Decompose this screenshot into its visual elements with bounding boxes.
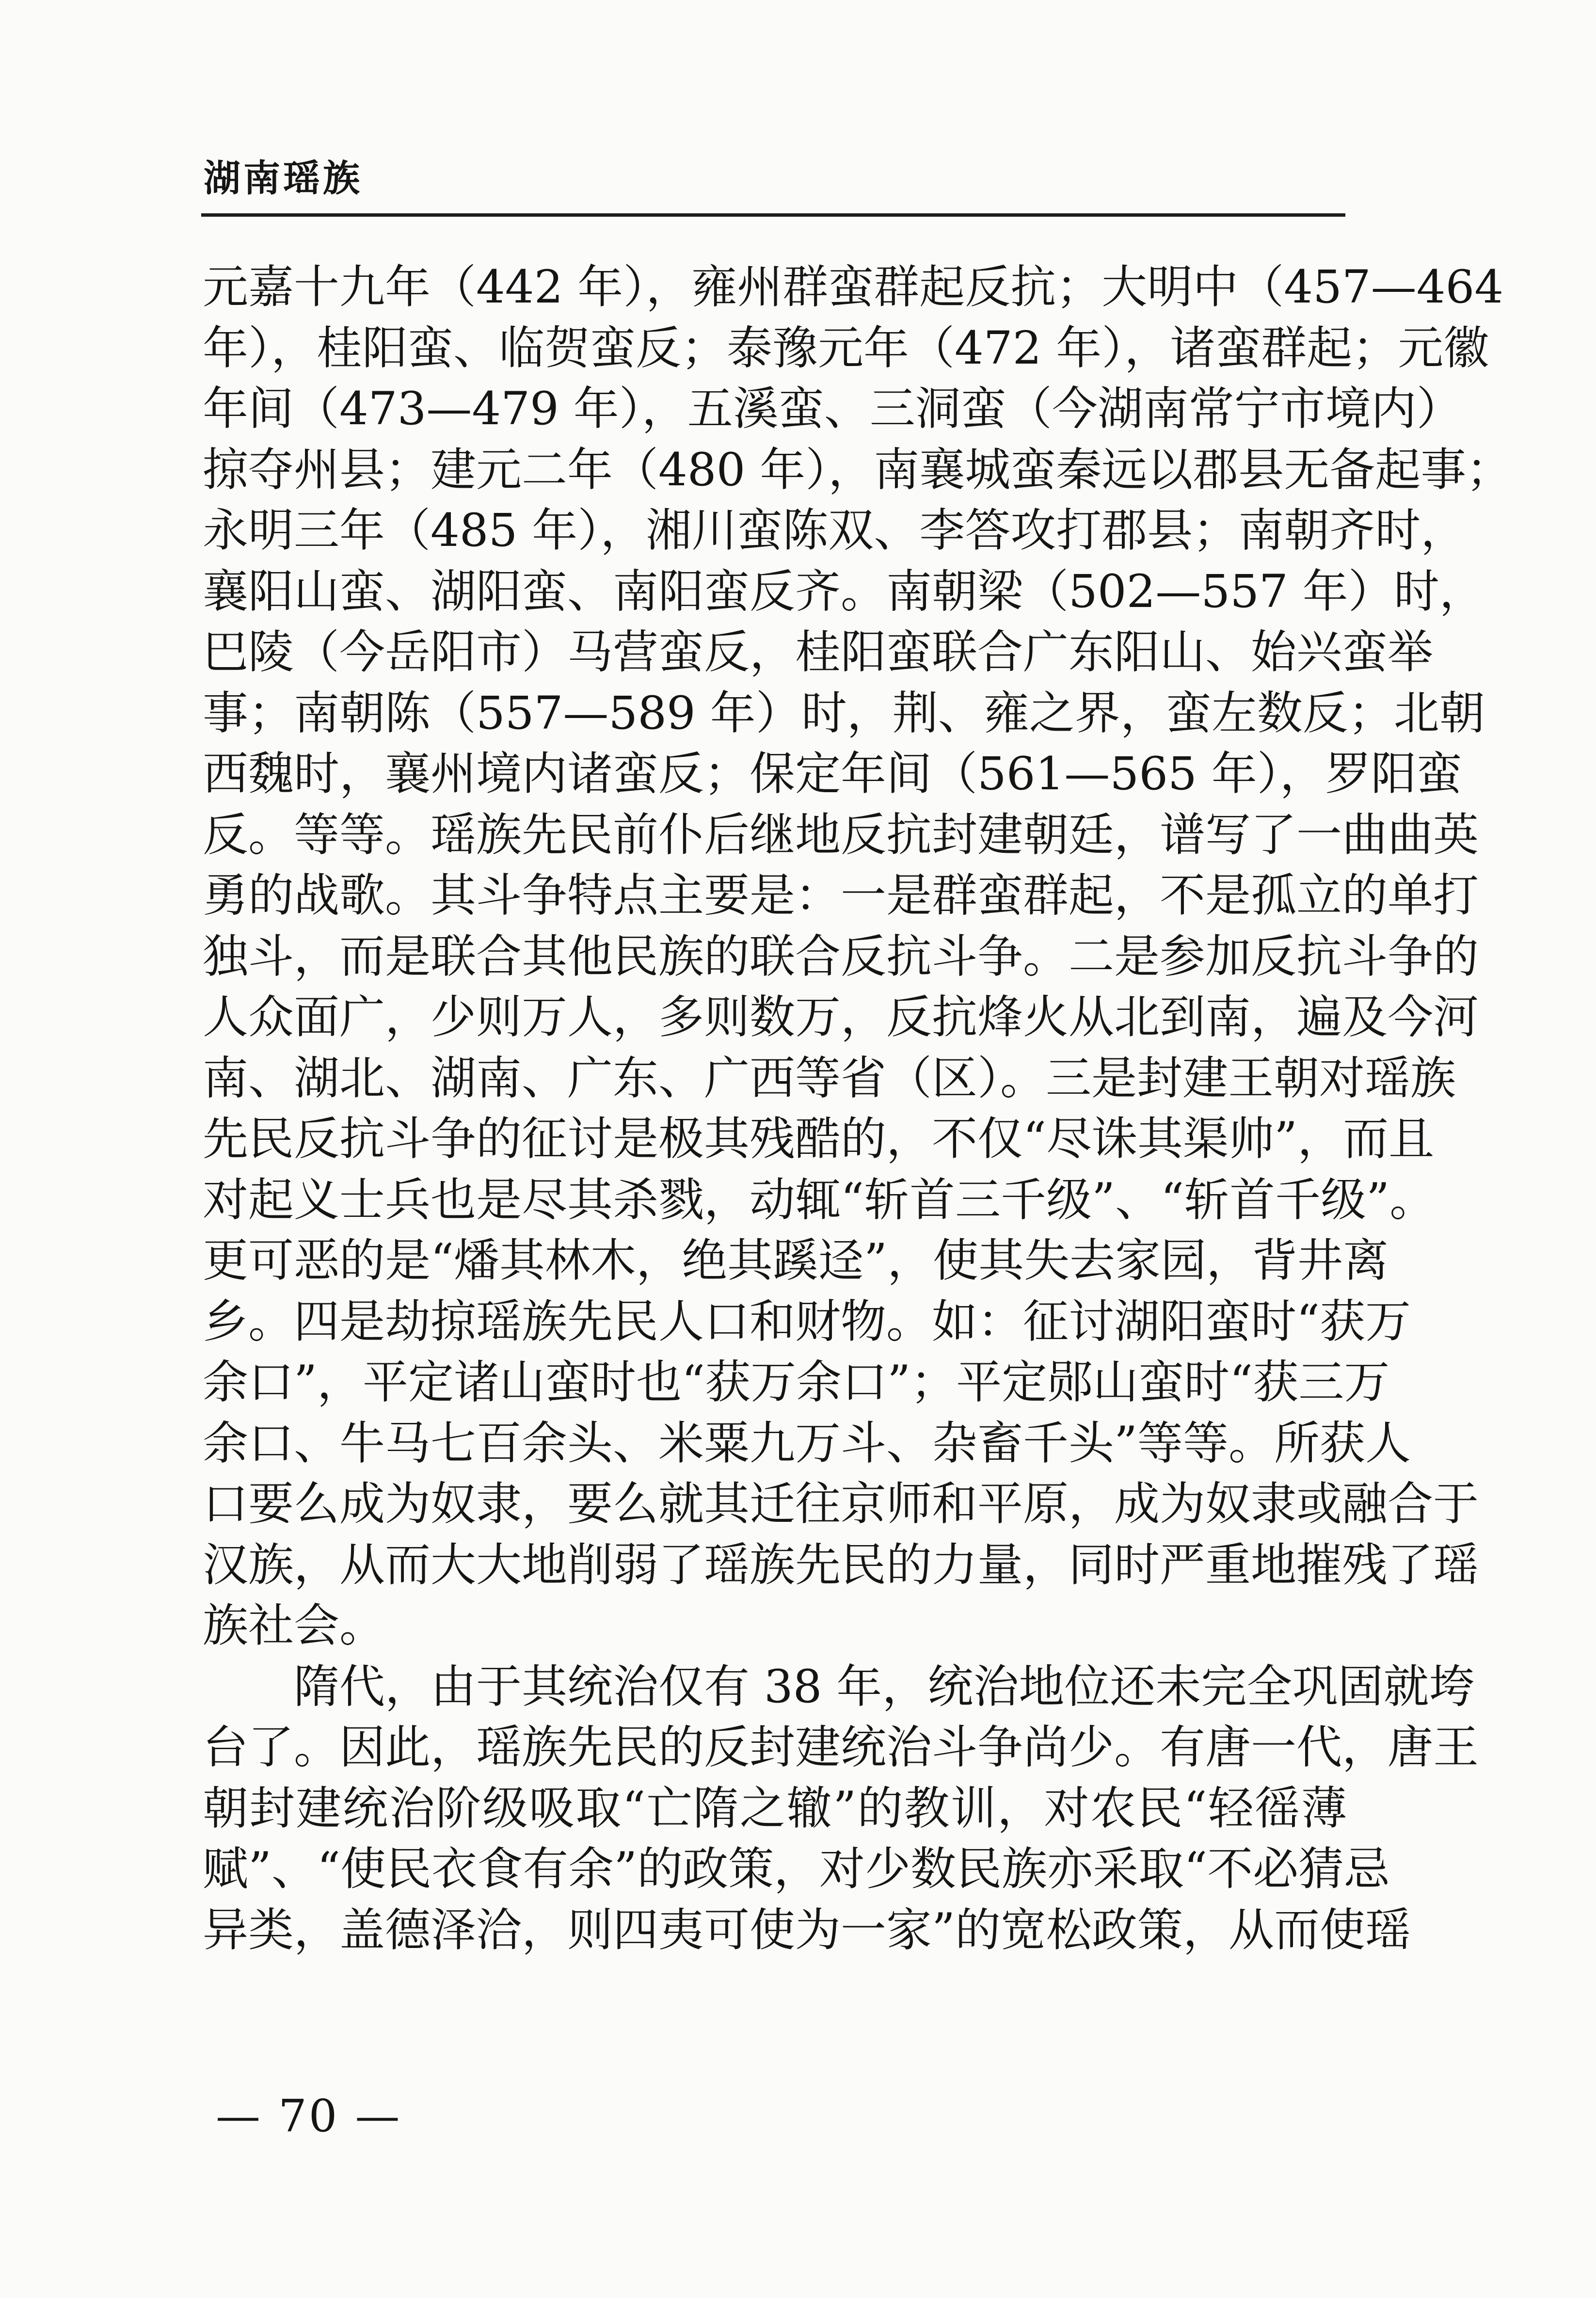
text-line: 赋”、“使民衣食有余”的政策，对少数民族亦采取“不必猜忌 (203, 1843, 1390, 1896)
text-line: 对起义士兵也是尽其杀戮，动辄“斩首三千级”、“斩首千级”。 (203, 1173, 1436, 1227)
header-rule (201, 213, 1345, 217)
text-line: 独斗，而是联合其他民族的联合反抗斗争。二是参加反抗斗争的 (203, 930, 1479, 983)
text-line: 余口、牛马七百余头、米粟九万斗、杂畜千头”等等。所获人 (203, 1417, 1411, 1470)
text-line: 先民反抗斗争的征讨是极其残酷的，不仅“尽诛其渠帅”，而且 (203, 1113, 1435, 1165)
text-line: 族社会。 (203, 1599, 385, 1652)
text-line: 年间（473—479 年），五溪蛮、三洞蛮（今湖南常宁市境内） (203, 383, 1462, 435)
paragraph-1 (203, 257, 1512, 1657)
text-line: 元嘉十九年（442 年），雍州群蛮群起反抗；大明中（457—464 (203, 261, 1504, 314)
text-line: 永明三年（485 年），湘川蛮陈双、李答攻打郡县；南朝齐时， (203, 504, 1467, 557)
text-line: 台了。因此，瑶族先民的反封建统治斗争尚少。有唐一代，唐王 (203, 1721, 1479, 1774)
text-line: 汉族，从而大大地削弱了瑶族先民的力量，同时严重地摧残了瑶 (203, 1538, 1479, 1592)
page-number: — 70 — (216, 2090, 402, 2142)
text-line: 朝封建统治阶级吸取“亡隋之辙”的教训，对农民“轻徭薄 (203, 1782, 1347, 1835)
text-line: 反。等等。瑶族先民前仆后继地反抗封建朝廷，谱写了一曲曲英 (203, 808, 1479, 862)
text-line: 更可恶的是“燔其林木，绝其蹊迳”，使其失去家园，背井离 (203, 1234, 1389, 1287)
paragraph-2 (203, 1657, 1479, 1961)
running-header-title: 湖南瑶族 (204, 157, 363, 200)
text-line: 隋代，由于其统治仅有 38 年，统治地位还未完全巩固就垮 (294, 1660, 1475, 1713)
text-line: 口要么成为奴隶，要么就其迁往京师和平原，成为奴隶或融合于 (203, 1478, 1479, 1531)
text-line: 年），桂阳蛮、临贺蛮反；泰豫元年（472 年），诸蛮群起；元徽 (203, 321, 1489, 375)
text-line: 异类，盖德泽洽，则四夷可使为一家”的宽松政策，从而使瑶 (203, 1903, 1411, 1957)
text-line: 巴陵（今岳阳市）马营蛮反，桂阳蛮联合广东阳山、始兴蛮举 (203, 626, 1434, 679)
text-line: 襄阳山蛮、湖阳蛮、南阳蛮反齐。南朝梁（502—557 年）时， (203, 565, 1485, 618)
text-line: 掠夺州县；建元二年（480 年），南襄城蛮秦远以郡县无备起事； (203, 443, 1512, 496)
text-line: 西魏时，襄州境内诸蛮反；保定年间（561—565 年），罗阳蛮 (203, 748, 1462, 800)
text-line: 事；南朝陈（557—589 年）时，荆、雍之界，蛮左数反；北朝 (203, 686, 1485, 740)
body-text (203, 257, 1512, 1961)
text-line: 勇的战歌。其斗争特点主要是：一是群蛮群起，不是孤立的单打 (203, 869, 1479, 922)
text-line: 余口”，平定诸山蛮时也“获万余口”；平定郧山蛮时“获三万 (203, 1356, 1390, 1409)
text-line: 南、湖北、湖南、广东、广西等省（区）。三是封建王朝对瑶族 (203, 1052, 1456, 1105)
text-line: 人众面广，少则万人，多则数万，反抗烽火从北到南，遍及今河 (203, 991, 1479, 1044)
text-line: 乡。四是劫掠瑶族先民人口和财物。如：征讨湖阳蛮时“获万 (203, 1295, 1411, 1348)
